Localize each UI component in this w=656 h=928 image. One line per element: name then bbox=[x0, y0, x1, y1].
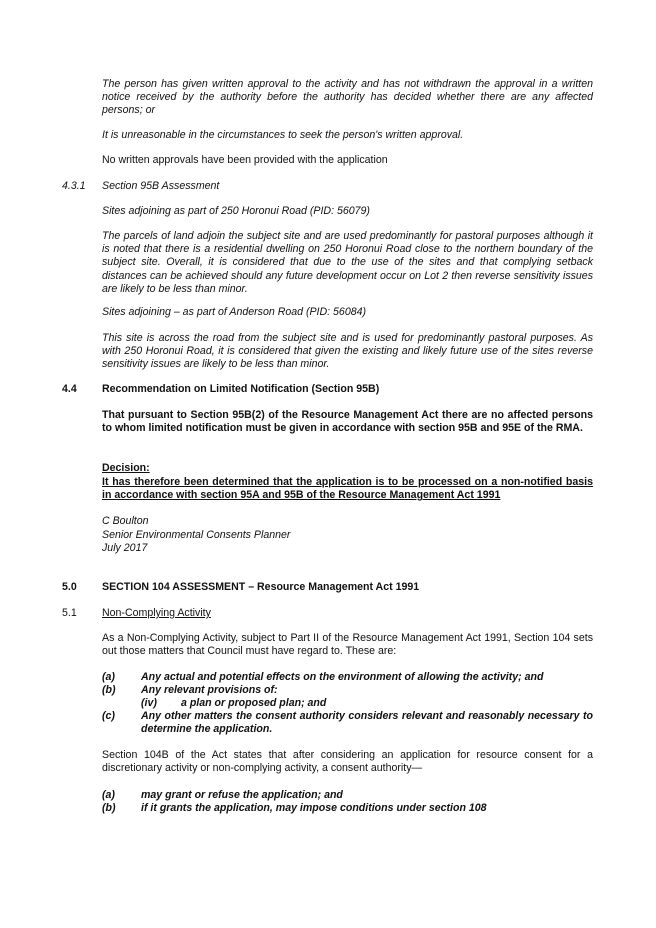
subitem-text: a plan or proposed plan; and bbox=[181, 697, 327, 709]
item-label: (a) bbox=[102, 671, 115, 683]
anderson-subheading: Sites adjoining – as part of Anderson Road (PID: 56084) bbox=[102, 306, 367, 318]
item-label: (c) bbox=[102, 710, 115, 722]
section-5-0-number: 5.0 bbox=[62, 581, 77, 593]
section-5-0-title: SECTION 104 ASSESSMENT – Resource Management Act 1991 bbox=[102, 581, 420, 593]
signature-date: July 2017 bbox=[102, 542, 148, 554]
item-text: Any actual and potential effects on the environment of allowing the activity; and bbox=[141, 671, 544, 683]
section-4-4-title: Recommendation on Limited Notification (Section 95B) bbox=[102, 383, 380, 395]
recommendation-paragraph: That pursuant to Section 95B(2) of the Resource Management Act there are no affected persons to whom limited notification must be given in accordance with section 95B and 95E of the RMA. bbox=[102, 409, 593, 435]
item-label: (b) bbox=[102, 684, 116, 696]
section-4-4-number: 4.4 bbox=[62, 383, 77, 395]
horonui-subheading: Sites adjoining as part of 250 Horonui Road (PID: 56079) bbox=[102, 205, 370, 217]
item-label: (b) bbox=[102, 802, 116, 814]
item-text: Any relevant provisions of: bbox=[141, 684, 278, 696]
section-104-intro: As a Non-Complying Activity, subject to Part II of the Resource Management Act 1991, Section 104 sets out those matters that Council must have regard to. These are: bbox=[102, 632, 593, 658]
item-text: if it grants the application, may impose conditions under section 108 bbox=[141, 802, 487, 814]
no-approvals-paragraph: No written approvals have been provided with the application bbox=[102, 154, 388, 166]
item-text: may grant or refuse the application; and bbox=[141, 789, 343, 801]
horonui-paragraph: The parcels of land adjoin the subject site and are used predominantly for pastoral purposes although it is noted that there is a residential dwelling on 250 Horonui Road close to the northern boundary of the subject site. Overall, it is considered that due to the use of the sites and that complying setback distances can be achieved should any future development occur on Lot 2 then reverse sensitivity issues are likely to be less than minor. bbox=[102, 230, 593, 295]
anderson-paragraph: This site is across the road from the subject site and is used for predominantly pastoral purposes. As with 250 Horonui Road, it is considered that given the existing and likely future use of the sites reverse sensitivity issues are likely to be less than minor. bbox=[102, 332, 593, 371]
decision-text: It has therefore been determined that the application is to be processed on a non-notified basis in accordance with section 95A and 95B of the Resource Management Act 1991 bbox=[102, 476, 593, 502]
section-4-3-1-title: Section 95B Assessment bbox=[102, 180, 220, 192]
section-5-1-title: Non-Complying Activity bbox=[102, 607, 211, 619]
section-5-1-number: 5.1 bbox=[62, 607, 77, 619]
item-label: (a) bbox=[102, 789, 115, 801]
subitem-label: (iv) bbox=[141, 697, 157, 709]
section-104b-paragraph: Section 104B of the Act states that after considering an application for resource consent for a discretionary activity or non-complying activity, a consent authority— bbox=[102, 749, 593, 775]
unreasonable-paragraph: It is unreasonable in the circumstances to seek the person's written approval. bbox=[102, 129, 464, 141]
decision-label: Decision: bbox=[102, 462, 150, 474]
section-4-3-1-number: 4.3.1 bbox=[62, 180, 86, 192]
approval-paragraph: The person has given written approval to the activity and has not withdrawn the approval in a written notice received by the authority before the authority has decided whether there are any affected persons; or bbox=[102, 78, 593, 117]
signature-name: C Boulton bbox=[102, 515, 149, 527]
signature-role: Senior Environmental Consents Planner bbox=[102, 529, 291, 541]
item-text: Any other matters the consent authority considers relevant and reasonably necessary to determine the application. bbox=[141, 710, 593, 736]
